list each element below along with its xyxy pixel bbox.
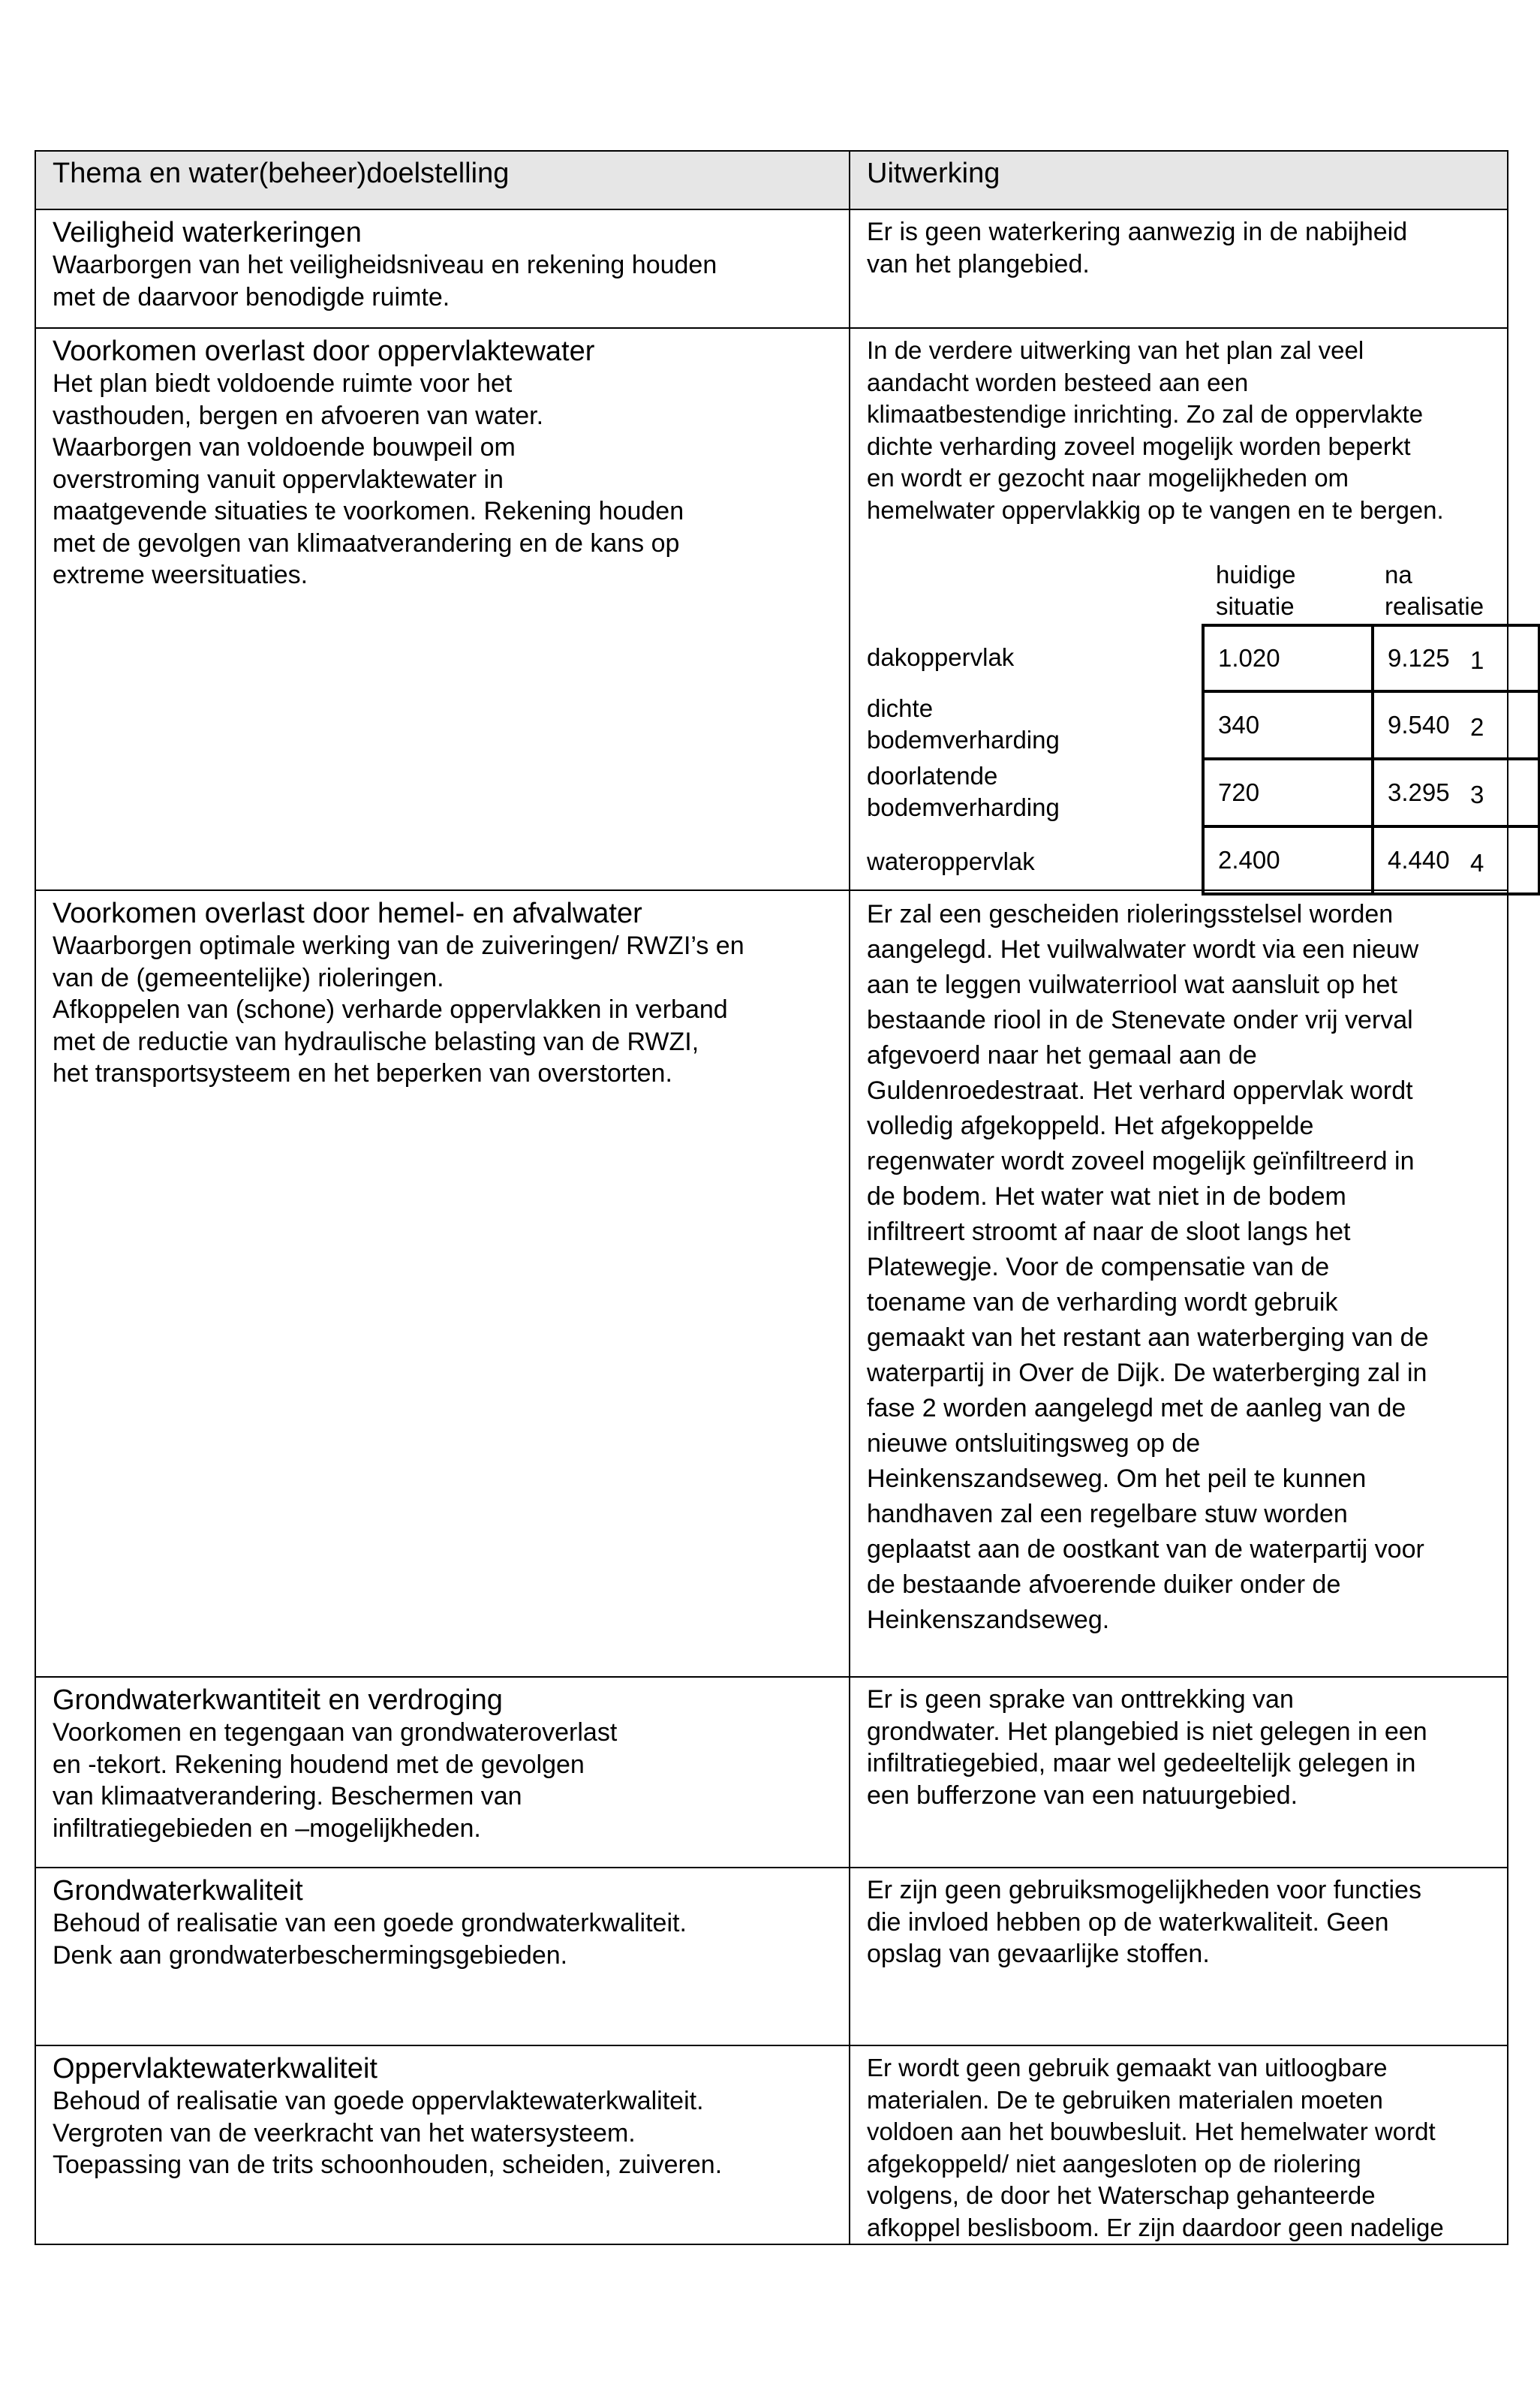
surface-note-number: 3: [1470, 781, 1484, 808]
theme-description: Behoud of realisatie van een goede grondwaterkwaliteit. Denk aan grondwaterbeschermingsgebieden.: [53, 1909, 687, 1970]
header-elaboration: Uitwerking: [850, 151, 1508, 209]
table-header-row: [35, 151, 1508, 209]
theme-title: Grondwaterkwaliteit: [53, 1875, 303, 1907]
theme-cell: [35, 890, 850, 1677]
theme-description: Behoud of realisatie van goede oppervlaktewaterkwaliteit. Vergroten van de veerkracht van het watersysteem. Toepassing van de trits schoonhouden, scheiden, zuiveren.: [53, 2087, 723, 2179]
answer-cell: [850, 2045, 1508, 2244]
table-row: [35, 209, 1508, 328]
theme-title: Grondwaterkwantiteit en verdroging: [53, 1684, 503, 1716]
answer-cell: [850, 209, 1508, 328]
answer-text: Er zijn geen gebruiksmogelijkheden voor functies die invloed hebben op de waterkwaliteit. Geen opslag van gevaarlijke stoffen.: [867, 1876, 1421, 1968]
theme-title: Voorkomen overlast door hemel- en afvalwater: [53, 898, 642, 929]
theme-description: Waarborgen van het veiligheidsniveau en rekening houden met de daarvoor benodigde ruimte.: [53, 251, 717, 312]
header-theme: Thema en water(beheer)doelstelling: [35, 151, 850, 209]
table-row: [35, 2045, 1508, 2244]
answer-cell: [850, 328, 1508, 890]
surface-label: wateroppervlak: [867, 847, 1035, 875]
answer-cell: [850, 890, 1508, 1677]
surface-area-table: [850, 559, 1511, 889]
surface-after-value: 4.440: [1371, 825, 1540, 895]
surface-label: dakoppervlak: [867, 643, 1015, 671]
surface-after-value: 9.125: [1371, 624, 1540, 693]
theme-description: Waarborgen optimale werking van de zuiveringen/ RWZI’s en van de (gemeentelijke) rioleringen. Afkoppelen van (schone) verharde oppervlakken in verband met de reductie van hydraulische belasting van de RWZI, het transportsysteem en het beperken van overstorten.: [53, 932, 744, 1088]
surface-note-number: 2: [1470, 713, 1484, 741]
surface-label: dichte bodemverharding: [867, 694, 1060, 754]
theme-cell: [35, 1677, 850, 1868]
column-header-after: na realisatie: [1385, 561, 1484, 620]
surface-current-value: 2.400: [1202, 825, 1374, 895]
theme-title: Veiligheid waterkeringen: [53, 217, 362, 248]
surface-note-number: 1: [1470, 646, 1484, 674]
table-row: [35, 1677, 1508, 1868]
answer-text: Er is geen waterkering aanwezig in de nabijheid van het plangebied.: [867, 218, 1408, 278]
theme-description: Het plan biedt voldoende ruimte voor het vasthouden, bergen en afvoeren van water. Waarborgen van voldoende bouwpeil om overstroming vanuit oppervlaktewater in maatgevende situaties te voorkomen. Rekening houden met de gevolgen van klimaatverandering en de kans op extreme weersituaties.: [53, 369, 684, 589]
table-row: [35, 1868, 1508, 2045]
theme-cell: [35, 1868, 850, 2045]
surface-current-value: 340: [1202, 690, 1374, 760]
surface-current-value: 1.020: [1202, 624, 1374, 693]
column-header-current: huidige situatie: [1216, 561, 1296, 620]
table-row: [35, 328, 1508, 890]
surface-after-value: 3.295: [1371, 757, 1540, 828]
answer-cell: [850, 1868, 1508, 2045]
theme-description: Voorkomen en tegengaan van grondwateroverlast en -tekort. Rekening houdend met de gevolgen van klimaatverandering. Beschermen van infiltratiegebieden en –mogelijkheden.: [53, 1718, 618, 1843]
answer-text: In de verdere uitwerking van het plan zal veel aandacht worden besteed aan een klimaatbestendige inrichting. Zo zal de oppervlakte dichte verharding zoveel mogelijk worden beperkt en wordt er gezocht naar mogelijkheden om hemelwater oppervlakkig op te vangen en te bergen.: [867, 336, 1444, 524]
theme-cell: [35, 328, 850, 890]
answer-text: Er is geen sprake van onttrekking van grondwater. Het plangebied is niet gelegen in een infiltratiegebied, maar wel gedeeltelijk gelegen in een bufferzone van een natuurgebied.: [867, 1685, 1427, 1810]
answer-cell: [850, 1677, 1508, 1868]
water-assessment-table: [35, 150, 1508, 2245]
theme-cell: [35, 2045, 850, 2244]
table-row: [35, 890, 1508, 1677]
theme-title: Voorkomen overlast door oppervlaktewater: [53, 336, 595, 367]
theme-title: Oppervlaktewaterkwaliteit: [53, 2053, 377, 2084]
surface-current-value: 720: [1202, 757, 1374, 828]
surface-after-value: 9.540: [1371, 690, 1540, 760]
surface-note-number: 4: [1470, 849, 1484, 877]
surface-label: doorlatende bodemverharding: [867, 762, 1060, 821]
answer-text: Er wordt geen gebruik gemaakt van uitloogbare materialen. De te gebruiken materialen moeten voldoen aan het bouwbesluit. Het hemelwater wordt afgekoppeld/ niet aangesloten op de riolering volgens, de door het Waterschap gehanteerde afkoppel beslisboom. Er zijn daardoor geen nadelige: [867, 2054, 1444, 2241]
theme-cell: [35, 209, 850, 328]
answer-text: Er zal een gescheiden rioleringsstelsel worden aangelegd. Het vuilwalwater wordt via een nieuw aan te leggen vuilwaterriool wat aansluit op het bestaande riool in de Stenevate onder vrij verval afgevoerd naar het gemaal aan de Guldenroedestraat. Het verhard oppervlak wordt volledig afgekoppeld. Het afgekoppelde regenwater wordt zoveel mogelijk geïnfiltreerd in de bodem. Het water wat niet in de bodem infiltreert stroomt af naar de sloot langs het Platewegje. Voor de compensatie van de toename van de verharding wordt gebruik gemaakt van het restant aan waterberging van de waterpartij in Over de Dijk. De waterberging zal in fase 2 worden aangelegd met de aanleg van de nieuwe ontsluitingsweg op de Heinkenszandseweg. Om het peil te kunnen handhaven zal een regelbare stuw worden geplaatst aan de oostkant van de waterpartij voor de bestaande afvoerende duiker onder de Heinkenszandseweg.: [867, 900, 1429, 1634]
